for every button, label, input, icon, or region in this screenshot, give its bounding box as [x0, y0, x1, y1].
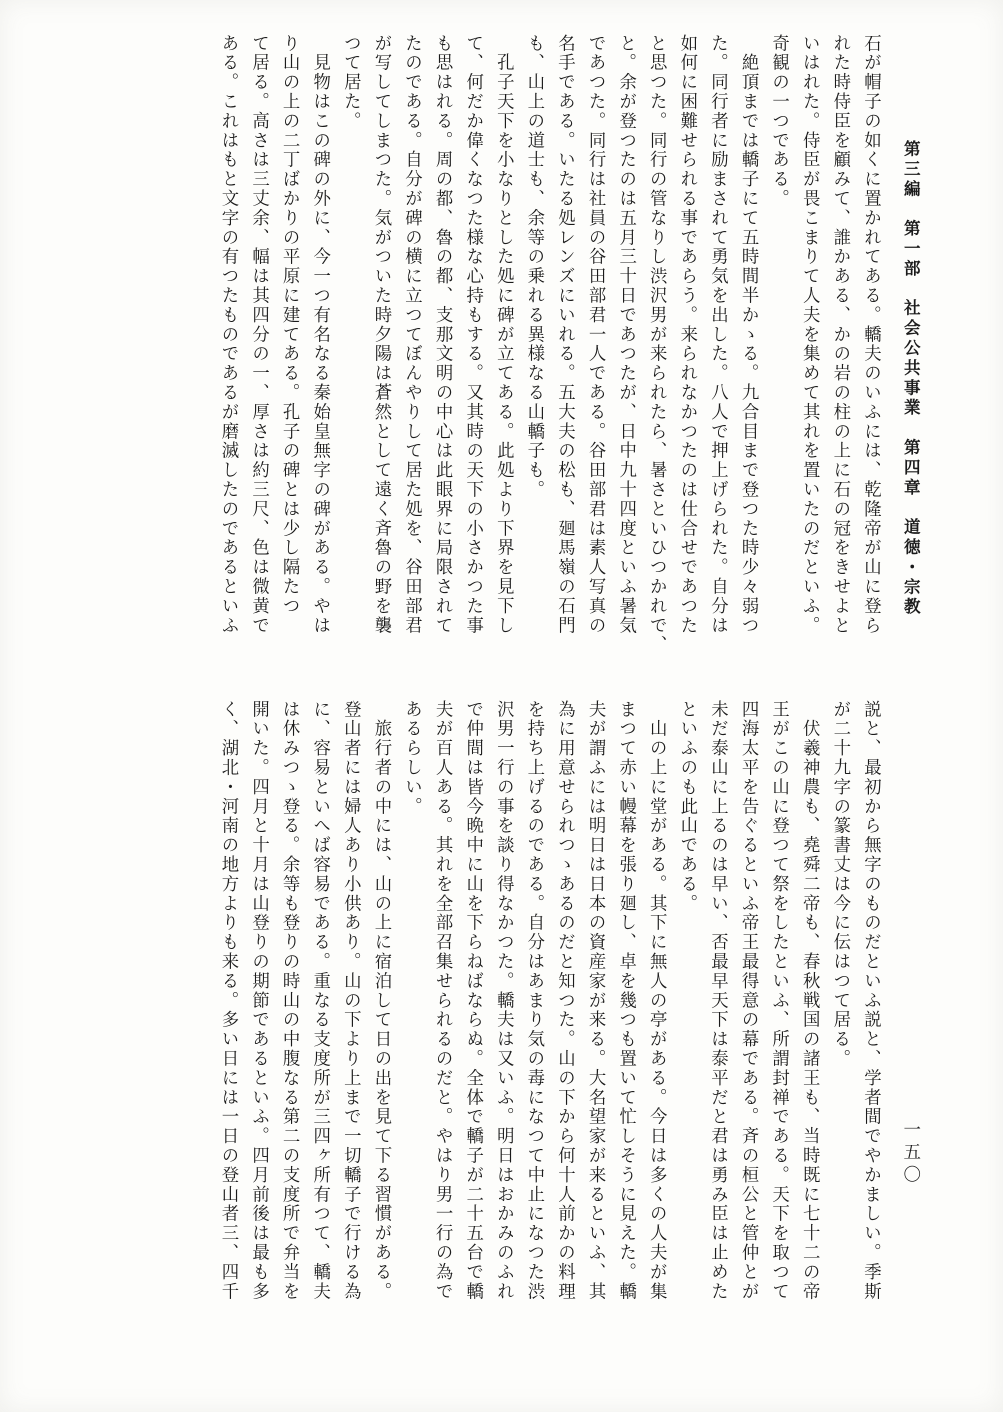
text-column: 未だ泰山に上るのは早い、否最早天下は泰平だと君は勇み臣は止めた [707, 700, 728, 1302]
body-text-lower-block [212, 700, 885, 1325]
text-column: 説と、最初から無字のものだといふ説と、学者間でやかましい。季斯 [860, 700, 881, 1302]
text-column: といふのも此山である。 [676, 700, 697, 914]
text-column: を持ち上げるのである。自分はあまり気の毒になつて中止になつた渋 [523, 700, 544, 1302]
text-column: であつた。同行は社員の谷田部君一人である。谷田部君は素人写真の [585, 34, 606, 636]
text-column: が写してしまつた。気がついた時夕陽は蒼然として遠く斉魯の野を襲 [370, 34, 391, 636]
text-column: 沢男一行の事を談り得なかつた。轎夫は又いふ。明日はおかみのふれ [493, 700, 514, 1302]
page-number [897, 1120, 923, 1260]
text-column: 石が帽子の如くに置かれてある。轎夫のいふには、乾隆帝が山に登ら [860, 34, 881, 636]
text-column: 孔子天下を小なりとした処に碑が立てある。此処より下界を見下し [493, 34, 514, 636]
running-head-text: 第三編 第一部 社会公共事業 第四章 道徳・宗教 [901, 140, 921, 618]
text-column: つて居た。 [340, 34, 361, 131]
text-column: 見物はこの碑の外に、今一つ有名なる秦始皇無字の碑がある。やは [309, 34, 330, 636]
text-column: も、山上の道士も、余等の乗れる異様なる山轎子も。 [523, 34, 544, 500]
running-head [897, 140, 923, 618]
text-column: く、湖北・河南の地方よりも来る。多い日には一日の登山者三、四千 [217, 700, 238, 1302]
text-column: まつて赤い幔幕を張り廻し、卓を幾つも置いて忙しそうに見えた。轎 [615, 700, 636, 1302]
text-column: 王がこの山に登つて祭をしたといふ、所謂封禅である。天下を取つて [768, 700, 789, 1302]
page-number-text: 一五〇 [900, 1120, 921, 1188]
text-column: が二十九字の篆書丈は今に伝はつて居る。 [829, 700, 850, 1069]
text-column: 山の上に堂がある。其下に無人の亭がある。今日は多くの人夫が集 [646, 700, 667, 1302]
text-column: と。余が登つたのは五月三十日であつたが、日中九十四度といふ暑気 [615, 34, 636, 636]
text-column: は休みつゝ登る。余等も登りの時山の中腹なる第二の支度所で弁当を [279, 700, 300, 1302]
text-column: 伏羲神農も、堯舜二帝も、春秋戦国の諸王も、当時既に七十二の帝 [799, 700, 820, 1302]
text-column: 奇観の一つである。 [768, 34, 789, 209]
text-column: 如何に困難せられる事であらう。来られなかつたのは仕合せであつた [676, 34, 697, 636]
text-column: 四海太平を告ぐるといふ帝王最得意の幕である。斉の桓公と管仲とが [738, 700, 759, 1302]
text-column: あるらしい。 [401, 700, 422, 817]
text-column: 開いた。四月と十月は山登りの期節であるといふ。四月前後は最も多 [248, 700, 269, 1302]
text-column: たのである。自分が碑の横に立つてぼんやりして居た処を、谷田部君 [401, 34, 422, 636]
text-column: て、何だか偉くなつた様な心持もする。又其時の天下の小さかつた事 [462, 34, 483, 636]
text-column: に、容易といへば容易である。重なる支度所が三四ヶ所有つて、轎夫 [309, 700, 330, 1302]
body-text-upper-block [212, 34, 885, 659]
text-column: 登山者には婦人あり小供あり。山の下より上まで一切轎子で行ける為 [340, 700, 361, 1302]
text-column: 為に用意せられつゝあるのだと知つた。山の下から何十人前かの料理 [554, 700, 575, 1302]
text-column: 名手である。いたる処レンズにいれる。五大夫の松も、廻馬嶺の石門 [554, 34, 575, 636]
text-column: り山の上の二丁ばかりの平原に建てある。孔子の碑とは少し隔たつ [279, 34, 300, 616]
text-column: と思つた。同行の管なりし渋沢男が来られたら、暑さといひつかれで、 [646, 34, 667, 655]
text-column: れた時侍臣を顧みて、誰かある、かの岩の柱の上に石の冠をきせよと [829, 34, 850, 636]
text-column: 夫が謂ふには明日は日本の資産家が来る。大名望家が来るといふ、其 [585, 700, 606, 1302]
text-column: て居る。高さは三丈余、幅は其四分の一、厚さは約三尺、色は微黄で [248, 34, 269, 636]
text-column: も思はれる。周の都、魯の都、支那文明の中心は此眼界に局限されて [432, 34, 453, 636]
text-column: ある。これはもと文字の有つたものであるが磨滅したのであるといふ [217, 34, 238, 636]
text-column: いはれた。侍臣が畏こまりて人夫を集めて其れを置いたのだといふ。 [799, 34, 820, 636]
text-column: 旅行者の中には、山の上に宿泊して日の出を見て下る習慣がある。 [370, 700, 391, 1302]
text-column: で仲間は皆今晩中に山を下らねばならぬ。全体で轎子が二十五台で轎 [462, 700, 483, 1302]
text-column: 絶頂までは轎子にて五時間半かゝる。九合目まで登つた時少々弱つ [738, 34, 759, 636]
text-column: 夫が百人ある。其れを全部召集せられるのだと。やはり男一行の為で [432, 700, 453, 1302]
text-column: た。同行者に励まされて勇気を出した。八人で押上げられた。自分は [707, 34, 728, 636]
